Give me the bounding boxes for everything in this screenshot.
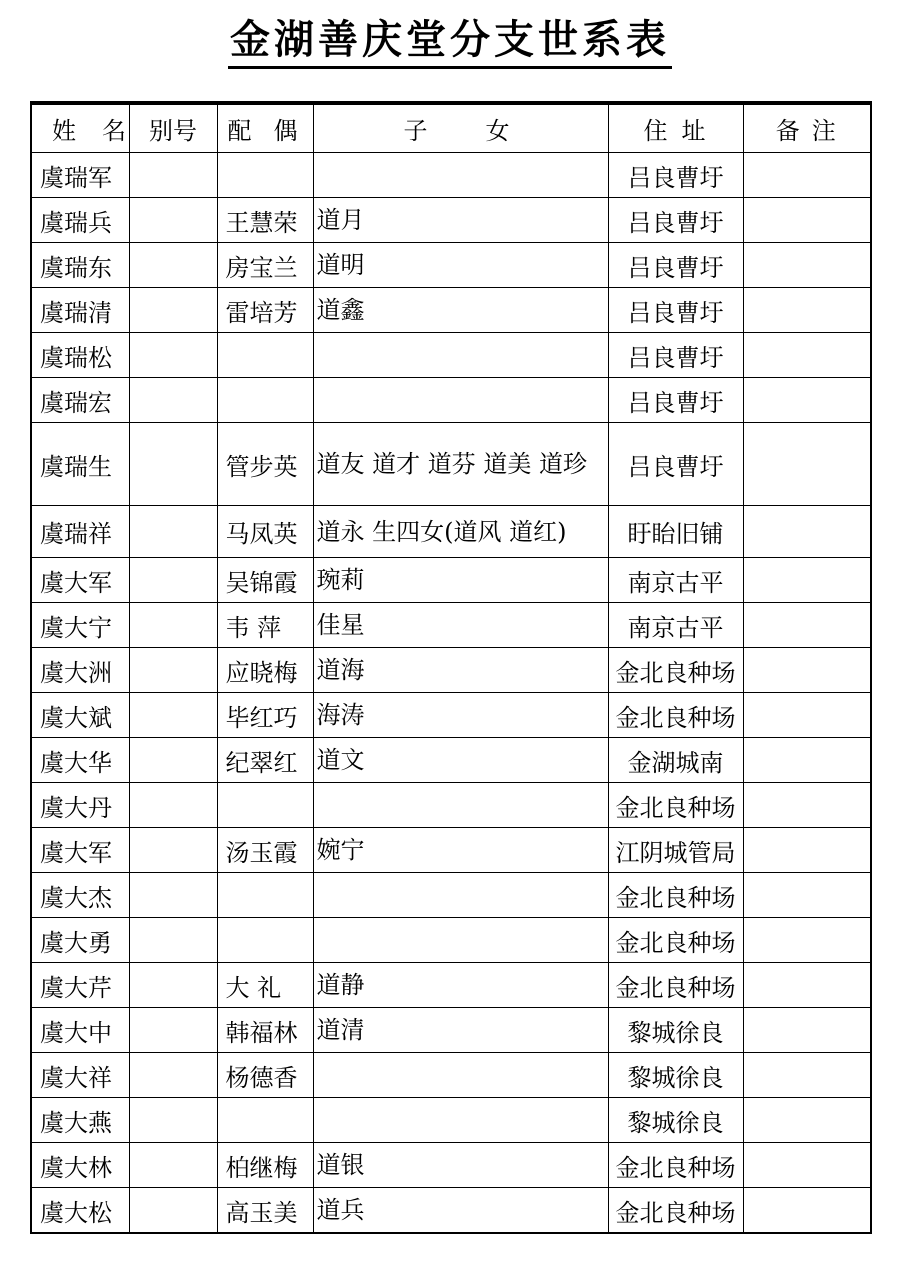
cell-children: 道友 道才 道芬 道美 道珍	[313, 423, 608, 506]
cell-children: 婉宁	[313, 828, 608, 873]
cell-spouse: 杨德香	[217, 1053, 313, 1098]
cell-alias	[129, 153, 217, 198]
cell-alias	[129, 693, 217, 738]
table-row	[31, 153, 871, 198]
cell-address: 吕良曹圩	[608, 423, 743, 506]
cell-note	[743, 918, 871, 963]
cell-children	[313, 1053, 608, 1098]
cell-address: 黎城徐良	[608, 1053, 743, 1098]
cell-alias	[129, 828, 217, 873]
table-row	[31, 873, 871, 918]
table-row	[31, 603, 871, 648]
header-children: 子女	[313, 103, 608, 153]
cell-address: 金北良种场	[608, 963, 743, 1008]
cell-spouse	[217, 1098, 313, 1143]
cell-address: 金北良种场	[608, 783, 743, 828]
cell-name: 虞大中	[31, 1008, 129, 1053]
page-title-text: 金湖善庆堂分支世系表	[228, 16, 672, 69]
table-row	[31, 918, 871, 963]
table-row	[31, 1098, 871, 1143]
cell-children: 琬莉	[313, 558, 608, 603]
header-address: 住址	[608, 103, 743, 153]
cell-note	[743, 693, 871, 738]
page-title	[0, 16, 900, 69]
cell-note	[743, 1098, 871, 1143]
cell-children: 道静	[313, 963, 608, 1008]
header-spouse: 配偶	[217, 103, 313, 153]
table-row	[31, 648, 871, 693]
cell-name: 虞大斌	[31, 693, 129, 738]
table-row	[31, 1143, 871, 1188]
header-alias: 别号	[129, 103, 217, 153]
cell-children: 佳星	[313, 603, 608, 648]
cell-spouse: 雷培芳	[217, 288, 313, 333]
table-row	[31, 333, 871, 378]
cell-spouse: 大 礼	[217, 963, 313, 1008]
cell-note	[743, 603, 871, 648]
cell-spouse	[217, 783, 313, 828]
cell-name: 虞大勇	[31, 918, 129, 963]
cell-spouse: 柏继梅	[217, 1143, 313, 1188]
cell-children: 道清	[313, 1008, 608, 1053]
cell-address: 吕良曹圩	[608, 243, 743, 288]
cell-address: 吕良曹圩	[608, 378, 743, 423]
table-row	[31, 506, 871, 558]
cell-note	[743, 1053, 871, 1098]
cell-children	[313, 783, 608, 828]
cell-alias	[129, 873, 217, 918]
cell-name: 虞瑞兵	[31, 198, 129, 243]
cell-note	[743, 783, 871, 828]
cell-address: 金北良种场	[608, 648, 743, 693]
cell-name: 虞大军	[31, 828, 129, 873]
cell-alias	[129, 1098, 217, 1143]
cell-spouse	[217, 873, 313, 918]
cell-spouse: 房宝兰	[217, 243, 313, 288]
cell-note	[743, 963, 871, 1008]
cell-spouse	[217, 153, 313, 198]
cell-name: 虞大松	[31, 1188, 129, 1234]
cell-children	[313, 918, 608, 963]
cell-note	[743, 333, 871, 378]
cell-name: 虞大洲	[31, 648, 129, 693]
cell-spouse: 高玉美	[217, 1188, 313, 1234]
cell-name: 虞大燕	[31, 1098, 129, 1143]
cell-alias	[129, 918, 217, 963]
table-row	[31, 288, 871, 333]
genealogy-table	[30, 101, 872, 1234]
cell-note	[743, 1008, 871, 1053]
cell-address: 金北良种场	[608, 918, 743, 963]
cell-name: 虞大林	[31, 1143, 129, 1188]
cell-children: 海涛	[313, 693, 608, 738]
cell-note	[743, 558, 871, 603]
cell-children	[313, 873, 608, 918]
cell-name: 虞瑞生	[31, 423, 129, 506]
cell-note	[743, 198, 871, 243]
cell-note	[743, 828, 871, 873]
cell-spouse: 毕红巧	[217, 693, 313, 738]
cell-note	[743, 506, 871, 558]
cell-alias	[129, 198, 217, 243]
table-row	[31, 738, 871, 783]
cell-address: 金北良种场	[608, 873, 743, 918]
cell-note	[743, 1188, 871, 1234]
cell-children	[313, 378, 608, 423]
cell-alias	[129, 738, 217, 783]
header-name: 姓名	[31, 103, 129, 153]
cell-note	[743, 1143, 871, 1188]
table-row	[31, 243, 871, 288]
cell-alias	[129, 1053, 217, 1098]
table-row	[31, 558, 871, 603]
cell-address: 南京古平	[608, 558, 743, 603]
cell-name: 虞大宁	[31, 603, 129, 648]
cell-name: 虞瑞松	[31, 333, 129, 378]
cell-alias	[129, 648, 217, 693]
cell-address: 南京古平	[608, 603, 743, 648]
table-row	[31, 1188, 871, 1234]
cell-spouse: 管步英	[217, 423, 313, 506]
cell-name: 虞瑞宏	[31, 378, 129, 423]
cell-note	[743, 378, 871, 423]
cell-spouse: 韩福林	[217, 1008, 313, 1053]
cell-note	[743, 243, 871, 288]
cell-spouse: 王慧荣	[217, 198, 313, 243]
cell-address: 金湖城南	[608, 738, 743, 783]
cell-name: 虞大丹	[31, 783, 129, 828]
cell-name: 虞瑞东	[31, 243, 129, 288]
cell-children	[313, 1098, 608, 1143]
cell-name: 虞大芹	[31, 963, 129, 1008]
cell-name: 虞大军	[31, 558, 129, 603]
table-row	[31, 198, 871, 243]
cell-address: 吕良曹圩	[608, 333, 743, 378]
cell-alias	[129, 558, 217, 603]
table-row	[31, 693, 871, 738]
cell-spouse	[217, 333, 313, 378]
cell-name: 虞瑞祥	[31, 506, 129, 558]
cell-spouse: 马凤英	[217, 506, 313, 558]
cell-alias	[129, 423, 217, 506]
cell-alias	[129, 1188, 217, 1234]
cell-alias	[129, 243, 217, 288]
cell-spouse: 汤玉霞	[217, 828, 313, 873]
cell-alias	[129, 1008, 217, 1053]
table-header-row	[31, 103, 871, 153]
cell-address: 吕良曹圩	[608, 288, 743, 333]
cell-spouse	[217, 378, 313, 423]
table-row	[31, 1008, 871, 1053]
cell-address: 盱眙旧铺	[608, 506, 743, 558]
cell-alias	[129, 1143, 217, 1188]
cell-address: 金北良种场	[608, 1188, 743, 1234]
table-row	[31, 378, 871, 423]
cell-children: 道鑫	[313, 288, 608, 333]
cell-name: 虞大祥	[31, 1053, 129, 1098]
cell-spouse: 韦 萍	[217, 603, 313, 648]
table-row	[31, 963, 871, 1008]
cell-alias	[129, 963, 217, 1008]
cell-children	[313, 333, 608, 378]
table-row	[31, 1053, 871, 1098]
cell-address: 金北良种场	[608, 693, 743, 738]
cell-alias	[129, 783, 217, 828]
cell-children: 道永 生四女(道风 道红)	[313, 506, 608, 558]
cell-note	[743, 738, 871, 783]
table-row	[31, 828, 871, 873]
cell-spouse	[217, 918, 313, 963]
cell-alias	[129, 378, 217, 423]
cell-children: 道月	[313, 198, 608, 243]
cell-name: 虞大杰	[31, 873, 129, 918]
cell-children: 道明	[313, 243, 608, 288]
cell-address: 黎城徐良	[608, 1008, 743, 1053]
cell-note	[743, 288, 871, 333]
cell-address: 江阴城管局	[608, 828, 743, 873]
cell-note	[743, 873, 871, 918]
cell-name: 虞瑞清	[31, 288, 129, 333]
cell-spouse: 吴锦霞	[217, 558, 313, 603]
cell-children: 道银	[313, 1143, 608, 1188]
cell-note	[743, 423, 871, 506]
cell-children: 道海	[313, 648, 608, 693]
header-note: 备注	[743, 103, 871, 153]
cell-spouse: 应晓梅	[217, 648, 313, 693]
cell-children	[313, 153, 608, 198]
table-row	[31, 783, 871, 828]
table-row	[31, 423, 871, 506]
cell-children: 道文	[313, 738, 608, 783]
cell-children: 道兵	[313, 1188, 608, 1234]
cell-name: 虞瑞军	[31, 153, 129, 198]
cell-alias	[129, 288, 217, 333]
cell-address: 吕良曹圩	[608, 198, 743, 243]
cell-address: 黎城徐良	[608, 1098, 743, 1143]
cell-alias	[129, 603, 217, 648]
cell-address: 吕良曹圩	[608, 153, 743, 198]
cell-note	[743, 153, 871, 198]
cell-alias	[129, 333, 217, 378]
cell-name: 虞大华	[31, 738, 129, 783]
cell-address: 金北良种场	[608, 1143, 743, 1188]
cell-alias	[129, 506, 217, 558]
cell-note	[743, 648, 871, 693]
cell-spouse: 纪翠红	[217, 738, 313, 783]
